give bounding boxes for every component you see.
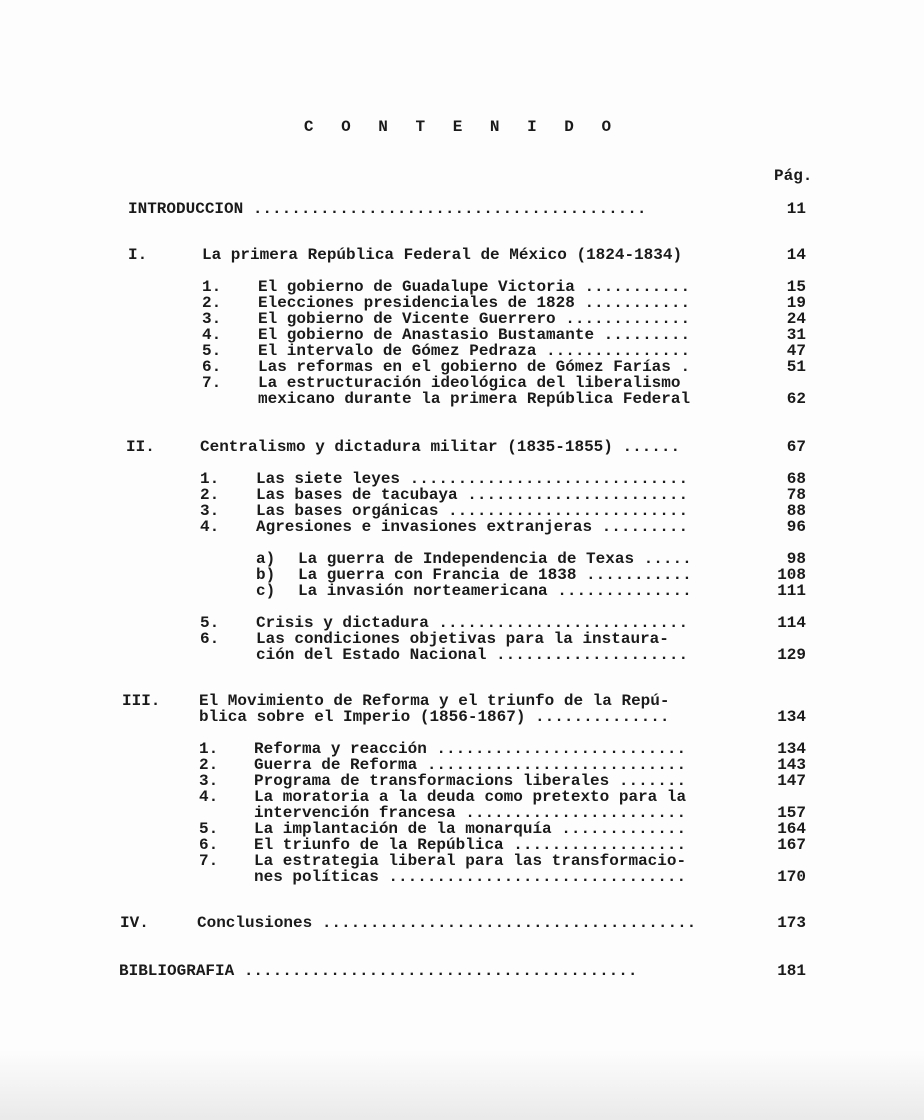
toc-entry-page: 68 [786,470,806,488]
toc-entry-number: b) [256,566,276,584]
toc-entry-page: 31 [786,326,806,344]
toc-entry-page: 134 [777,708,806,726]
toc-entry-page: 98 [786,550,806,568]
toc-entry-number: 6. [202,358,222,376]
toc-entry-number: 4. [200,518,220,536]
toc-entry-number: 6. [199,836,219,854]
toc-entry-2-4-b [0,567,924,583]
toc-entry-3-6 [0,837,924,853]
toc-entry-page: 181 [777,962,806,980]
toc-entry-page: 96 [786,518,806,536]
toc-entry-page: 111 [777,582,806,600]
toc-entry-label: INTRODUCCION ......................................... [128,200,647,218]
toc-entry-2-3 [0,503,924,519]
toc-entry-label: Las bases orgánicas ......................... [256,502,689,520]
toc-entry-label: ción del Estado Nacional .................... [256,646,689,664]
toc-entry-3-4-continued [0,805,924,821]
toc-entry-page: 51 [786,358,806,376]
toc-entry-2-4-a [0,551,924,567]
toc-entry-1-2 [0,295,924,311]
toc-entry-number: 1. [199,740,219,758]
toc-entry-number: 6. [200,630,220,648]
toc-entry-number: 7. [202,374,222,392]
toc-entry-number: 4. [202,326,222,344]
toc-entry-page: 170 [777,868,806,886]
toc-entry-3-7 [0,853,924,869]
toc-entry-page: 24 [786,310,806,328]
toc-entry-label: La guerra de Independencia de Texas ..... [298,550,692,568]
toc-entry-label: El Movimiento de Reforma y el triunfo de la Repú- [199,692,670,710]
toc-entry-number: 2. [200,486,220,504]
toc-entry-number: 5. [202,342,222,360]
toc-entry-number: 2. [199,756,219,774]
toc-entry-label: Crisis y dictadura .......................... [256,614,689,632]
scan-shadow [0,1050,924,1120]
toc-entry-label: Conclusiones ....................................... [197,914,697,932]
toc-entry-page: 108 [777,566,806,584]
toc-entry-page: 62 [786,390,806,408]
toc-entry-label: La primera República Federal de México (1824-1834) [202,246,683,264]
toc-entry-2-6-continued [0,647,924,663]
toc-entry-1-7-continued [0,391,924,407]
toc-entry-page: 114 [777,614,806,632]
toc-entry-label: La estrategia liberal para las transformacio- [254,852,687,870]
toc-entry-bibliografia [0,963,924,979]
toc-entry-label: El intervalo de Gómez Pedraza ............... [258,342,691,360]
toc-entry-label: Centralismo y dictadura militar (1835-1855) ...... [200,438,681,456]
toc-entry-label: El gobierno de Guadalupe Victoria ........... [258,278,691,296]
toc-entry-label: Las condiciones objetivas para la instaura- [256,630,669,648]
toc-entry-number: 4. [199,788,219,806]
toc-entry-page: 19 [786,294,806,312]
toc-entry-3-7-continued [0,869,924,885]
toc-entry-1-3 [0,311,924,327]
toc-entry-number: 1. [200,470,220,488]
toc-chapter-number: II. [126,438,155,456]
toc-entry-number: 5. [200,614,220,632]
toc-entry-label: blica sobre el Imperio (1856-1867) .............. [199,708,670,726]
toc-entry-page: 88 [786,502,806,520]
toc-entry-number: 7. [199,852,219,870]
page-title: C O N T E N I D O [303,118,621,136]
toc-chapter-number: IV. [120,914,149,932]
toc-entry-label: Guerra de Reforma ........................... [254,756,687,774]
toc-chapter-3-continued [0,709,924,725]
toc-entry-number: 3. [200,502,220,520]
toc-entry-number: a) [256,550,276,568]
toc-entry-number: 5. [199,820,219,838]
page-column-header: Pág. [774,167,813,185]
toc-entry-label: La moratoria a la deuda como pretexto para la [254,788,687,806]
toc-entry-page: 157 [777,804,806,822]
toc-entry-3-4 [0,789,924,805]
toc-entry-page: 143 [777,756,806,774]
toc-chapter-4 [0,915,924,931]
toc-entry-1-4 [0,327,924,343]
toc-entry-1-5 [0,343,924,359]
toc-entry-page: 129 [777,646,806,664]
toc-entry-page: 14 [786,246,806,264]
toc-entry-label: Elecciones presidenciales de 1828 ........... [258,294,691,312]
toc-entry-page: 164 [777,820,806,838]
toc-entry-label: La invasión norteamericana .............. [298,582,692,600]
toc-chapter-1 [0,247,924,263]
toc-entry-1-1 [0,279,924,295]
toc-entry-page: 78 [786,486,806,504]
toc-entry-label: BIBLIOGRAFIA ......................................... [119,962,638,980]
toc-entry-label: Las bases de tacubaya ....................... [256,486,689,504]
toc-entry-label: nes políticas ............................... [254,868,687,886]
toc-entry-number: 3. [199,772,219,790]
toc-entry-introduccion [0,201,924,217]
toc-entry-2-5 [0,615,924,631]
toc-entry-2-6 [0,631,924,647]
toc-chapter-number: I. [128,246,148,264]
toc-entry-label: El gobierno de Anastasio Bustamante ......... [258,326,691,344]
toc-entry-page: 147 [777,772,806,790]
toc-entry-label: Las siete leyes ............................. [256,470,689,488]
toc-entry-label: La implantación de la monarquía ............. [254,820,687,838]
toc-entry-label: El triunfo de la República .................. [254,836,687,854]
toc-entry-number: 3. [202,310,222,328]
toc-entry-label: Las reformas en el gobierno de Gómez Farías . [258,358,691,376]
toc-entry-page: 67 [786,438,806,456]
toc-entry-page: 173 [777,914,806,932]
toc-entry-label: La estructuración ideológica del liberalismo [258,374,681,392]
toc-entry-page: 47 [786,342,806,360]
toc-entry-3-5 [0,821,924,837]
toc-entry-label: mexicano durante la primera República Federal [258,390,691,408]
toc-entry-label: intervención francesa ....................... [254,804,687,822]
toc-entry-page: 11 [786,200,806,218]
toc-entry-3-2 [0,757,924,773]
toc-entry-1-6 [0,359,924,375]
toc-chapter-2 [0,439,924,455]
toc-entry-number: 1. [202,278,222,296]
toc-entry-label: Reforma y reacción .......................... [254,740,687,758]
toc-entry-number: c) [256,582,276,600]
toc-entry-2-4-c [0,583,924,599]
toc-entry-3-1 [0,741,924,757]
toc-entry-1-7 [0,375,924,391]
toc-entry-3-3 [0,773,924,789]
toc-entry-2-1 [0,471,924,487]
toc-chapter-3 [0,693,924,709]
toc-entry-label: El gobierno de Vicente Guerrero ............. [258,310,691,328]
toc-entry-2-4 [0,519,924,535]
toc-entry-page: 134 [777,740,806,758]
toc-chapter-number: III. [122,692,161,710]
toc-entry-label: Agresiones e invasiones extranjeras ......... [256,518,689,536]
toc-entry-2-2 [0,487,924,503]
toc-entry-label: Programa de transformacions liberales ....... [254,772,687,790]
toc-entry-page: 167 [777,836,806,854]
toc-entry-page: 15 [786,278,806,296]
toc-entry-number: 2. [202,294,222,312]
toc-entry-label: La guerra con Francia de 1838 ........... [298,566,692,584]
